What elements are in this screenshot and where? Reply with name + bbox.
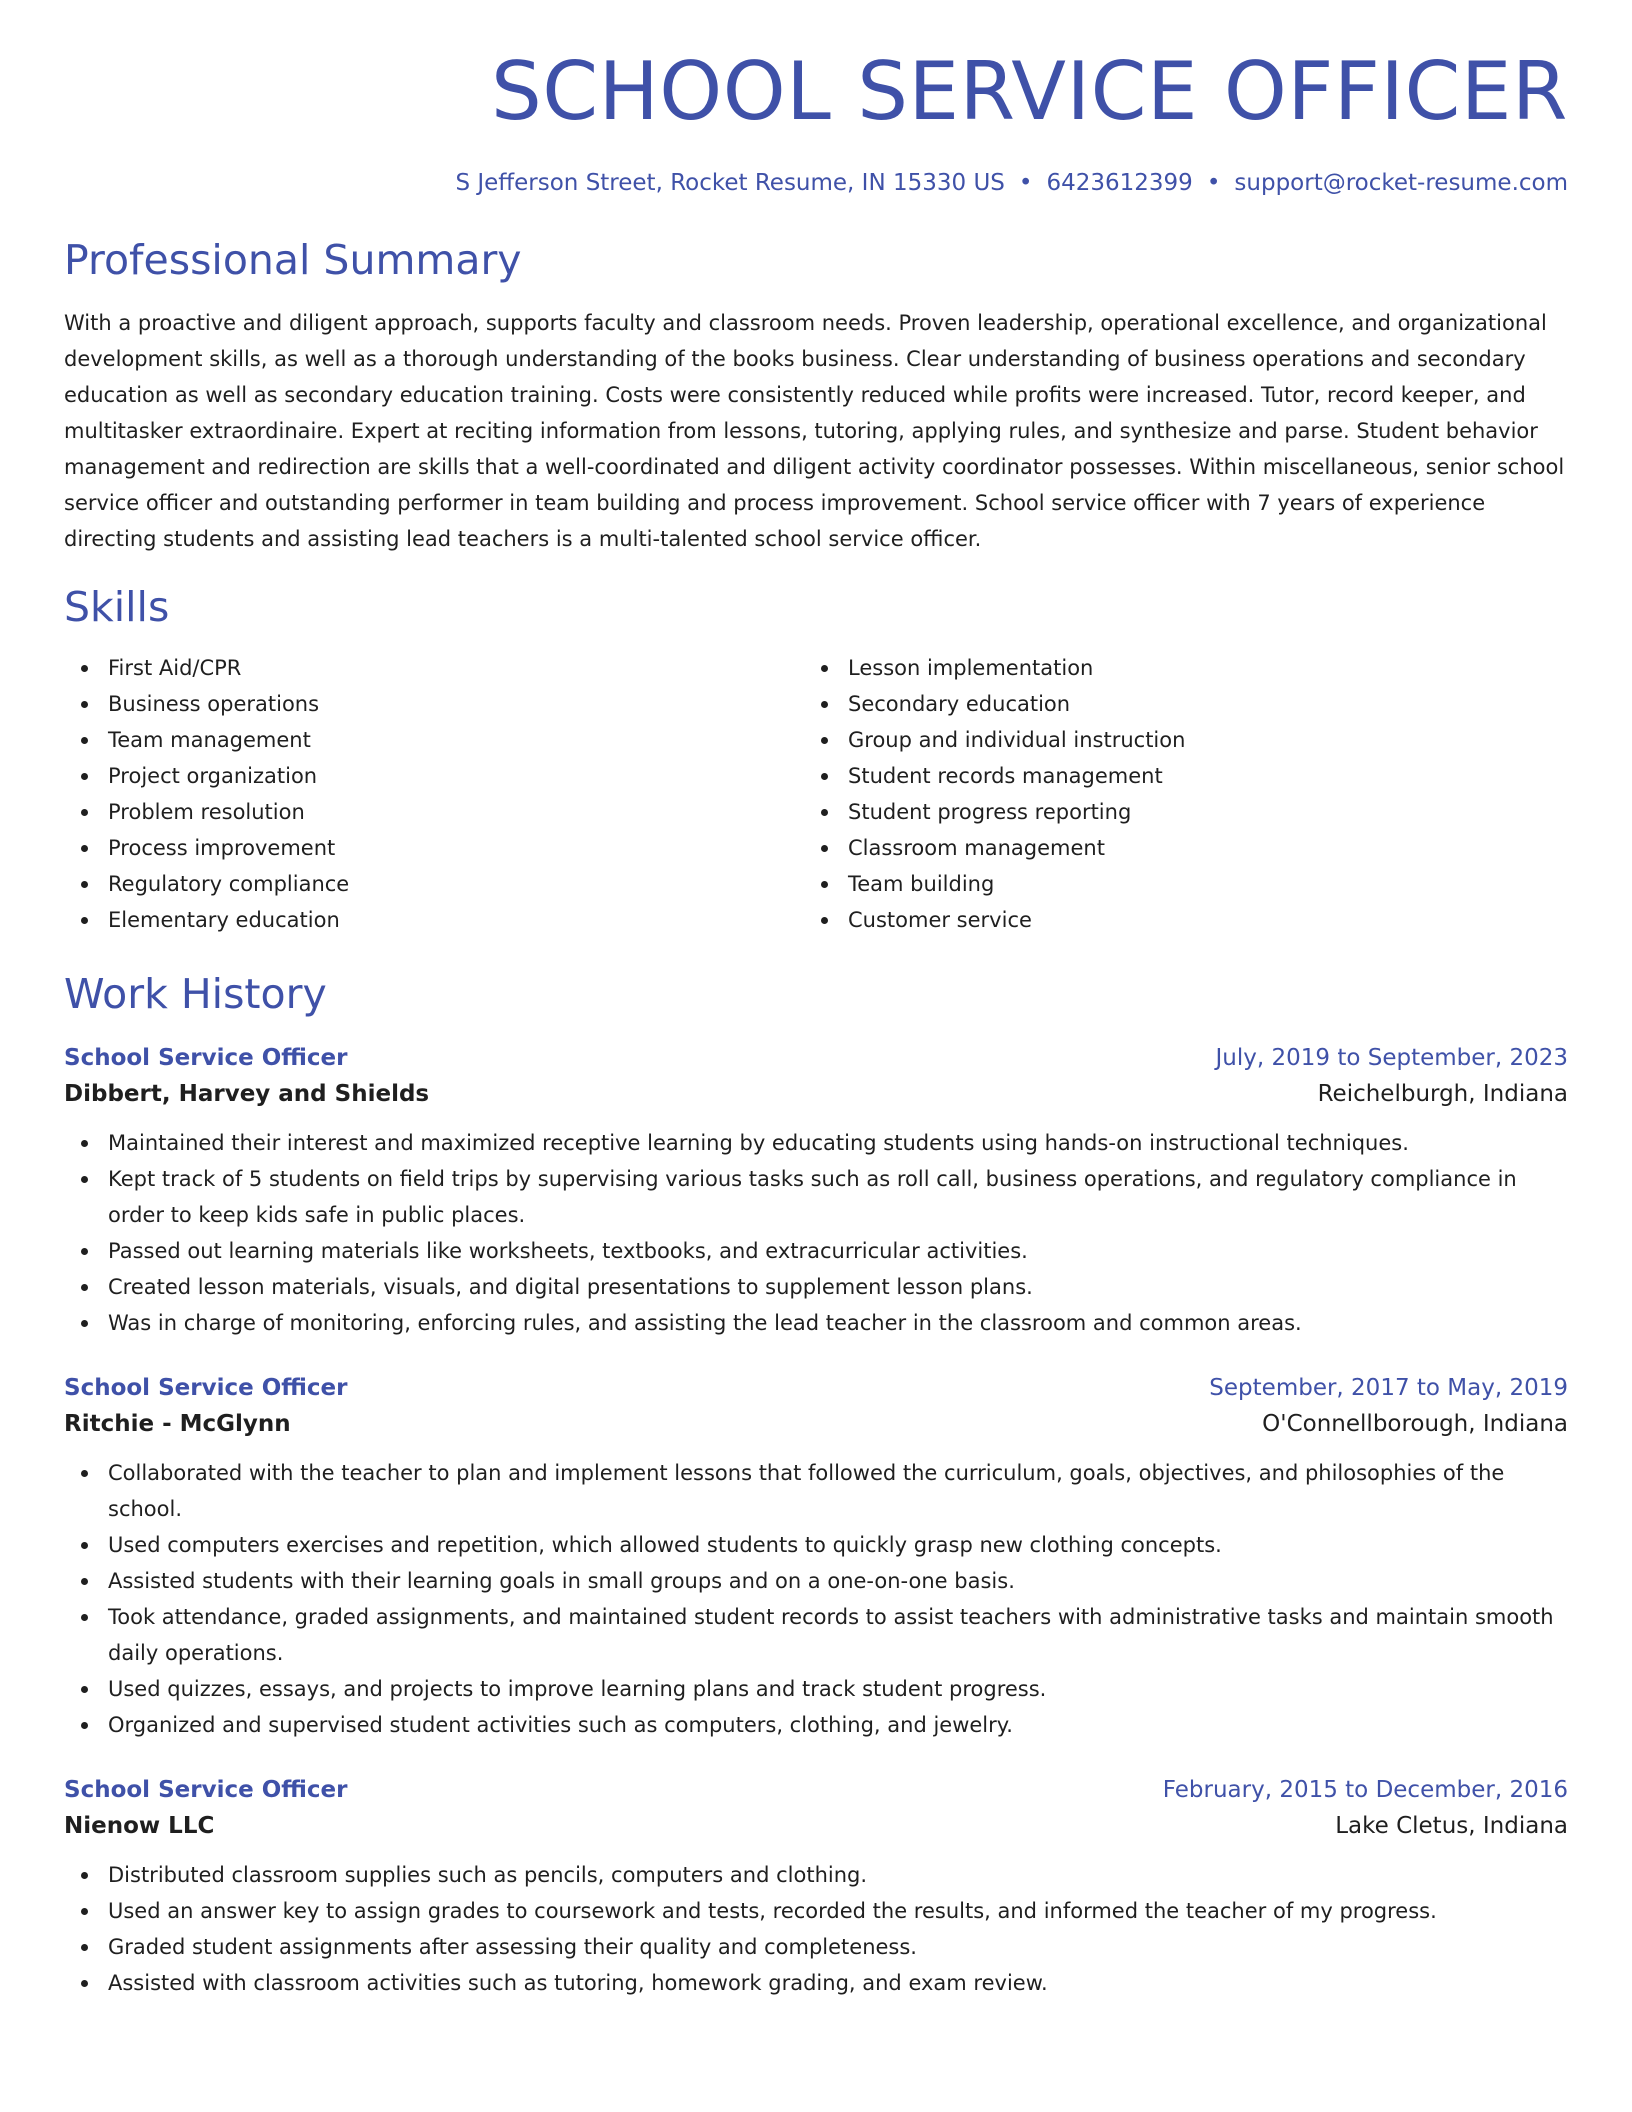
skill-item: Team building xyxy=(804,866,1544,902)
job-title: School Service Officer xyxy=(64,1776,348,1803)
skills-heading: Skills xyxy=(64,582,170,631)
job-bullet: Assisted students with their learning goals in small groups and on a one-on-one basis. xyxy=(64,1563,1568,1599)
contact-separator: • xyxy=(1018,170,1033,196)
job-bullet: Collaborated with the teacher to plan and implement lessons that followed the curriculum, goals, objectives, and philosophies of the school. xyxy=(64,1455,1568,1527)
skill-item: Secondary education xyxy=(804,686,1544,722)
job-header-row xyxy=(64,1041,1568,1075)
job-bullets xyxy=(64,1857,1568,2001)
contact-address: S Jefferson Street, Rocket Resume, IN 15330 US xyxy=(455,170,1005,196)
job-dates: September, 2017 to May, 2019 xyxy=(1209,1374,1568,1401)
job-title: School Service Officer xyxy=(64,1374,348,1401)
job-bullet: Maintained their interest and maximized receptive learning by educating students using hands-on instructional techniques. xyxy=(64,1125,1568,1161)
job-bullet: Was in charge of monitoring, enforcing rules, and assisting the lead teacher in the classroom and common areas. xyxy=(64,1305,1568,1341)
job-header-row xyxy=(64,1773,1568,1807)
job-bullet: Used quizzes, essays, and projects to improve learning plans and track student progress. xyxy=(64,1671,1568,1707)
job-bullet: Assisted with classroom activities such as tutoring, homework grading, and exam review. xyxy=(64,1965,1568,2001)
job-employer-row xyxy=(64,1075,1568,1113)
candidate-title: SCHOOL SERVICE OFFICER xyxy=(490,45,1568,138)
job-bullet: Used computers exercises and repetition, which allowed students to quickly grasp new clothing concepts. xyxy=(64,1527,1568,1563)
job-bullet: Took attendance, graded assignments, and maintained student records to assist teachers with administrative tasks and maintain smooth daily operations. xyxy=(64,1599,1568,1671)
contact-phone: 6423612399 xyxy=(1046,170,1193,196)
summary-heading: Professional Summary xyxy=(64,235,522,284)
job-employer-row xyxy=(64,1807,1568,1845)
summary-text: With a proactive and diligent approach, supports faculty and classroom needs. Proven leadership, operational excellence, and organizational development skills, as well as a thorough understanding of the books business. Clear understanding of business operations and secondary education as well as secondary education training. Costs were consistently reduced while profits were increased. Tutor, record keeper, and multitasker extraordinaire. Expert at reciting information from lessons, tutoring, applying rules, and synthesize and parse. Student behavior management and redirection are skills that a well-coordinated and diligent activity coordinator possesses. Within miscellaneous, senior school service officer and outstanding performer in team building and process improvement. School service officer with 7 years of experience directing students and assisting lead teachers is a multi-talented school service officer. xyxy=(64,310,1565,551)
job-bullet: Passed out learning materials like worksheets, textbooks, and extracurricular activities. xyxy=(64,1233,1568,1269)
skills-column-right xyxy=(804,650,1544,938)
skills-list xyxy=(64,650,1568,938)
job-bullet: Kept track of 5 students on field trips by supervising various tasks such as roll call, business operations, and regulatory compliance in order to keep kids safe in public places. xyxy=(64,1161,1568,1233)
work-history-heading: Work History xyxy=(64,969,327,1018)
job-bullets xyxy=(64,1125,1568,1341)
skill-item: First Aid/CPR xyxy=(64,650,804,686)
contact-separator: • xyxy=(1206,170,1221,196)
resume-header xyxy=(64,45,1568,198)
job-location: Lake Cletus, Indiana xyxy=(1335,1812,1568,1839)
job-bullet: Organized and supervised student activities such as computers, clothing, and jewelry. xyxy=(64,1707,1568,1743)
skill-item: Classroom management xyxy=(804,830,1544,866)
skill-item: Regulatory compliance xyxy=(64,866,804,902)
job-header-row xyxy=(64,1371,1568,1405)
skills-column-left xyxy=(64,650,804,938)
skill-item: Customer service xyxy=(804,902,1544,938)
job-dates: February, 2015 to December, 2016 xyxy=(1162,1776,1568,1803)
job-title: School Service Officer xyxy=(64,1044,348,1071)
job-entry xyxy=(64,1773,1568,2001)
job-bullets xyxy=(64,1455,1568,1743)
skill-item: Elementary education xyxy=(64,902,804,938)
skill-item: Project organization xyxy=(64,758,804,794)
job-bullet: Created lesson materials, visuals, and digital presentations to supplement lesson plans. xyxy=(64,1269,1568,1305)
skill-item: Group and individual instruction xyxy=(804,722,1544,758)
skill-item: Team management xyxy=(64,722,804,758)
job-entry xyxy=(64,1371,1568,1743)
contact-email: support@rocket-resume.com xyxy=(1234,170,1568,196)
job-bullet: Distributed classroom supplies such as pencils, computers and clothing. xyxy=(64,1857,1568,1893)
skill-item: Lesson implementation xyxy=(804,650,1544,686)
job-bullet: Graded student assignments after assessing their quality and completeness. xyxy=(64,1929,1568,1965)
skill-item: Student records management xyxy=(804,758,1544,794)
contact-line xyxy=(64,170,1568,198)
job-company: Dibbert, Harvey and Shields xyxy=(64,1080,430,1107)
job-company: Ritchie - McGlynn xyxy=(64,1410,291,1437)
job-entry xyxy=(64,1041,1568,1341)
skill-item: Problem resolution xyxy=(64,794,804,830)
job-company: Nienow LLC xyxy=(64,1812,215,1839)
skill-item: Business operations xyxy=(64,686,804,722)
skill-item: Process improvement xyxy=(64,830,804,866)
work-history-list xyxy=(64,1041,1568,2001)
skill-item: Student progress reporting xyxy=(804,794,1544,830)
job-employer-row xyxy=(64,1405,1568,1443)
job-dates: July, 2019 to September, 2023 xyxy=(1215,1044,1568,1071)
job-location: Reichelburgh, Indiana xyxy=(1317,1080,1568,1107)
job-bullet: Used an answer key to assign grades to coursework and tests, recorded the results, and informed the teacher of my progress. xyxy=(64,1893,1568,1929)
job-location: O'Connellborough, Indiana xyxy=(1262,1410,1568,1437)
